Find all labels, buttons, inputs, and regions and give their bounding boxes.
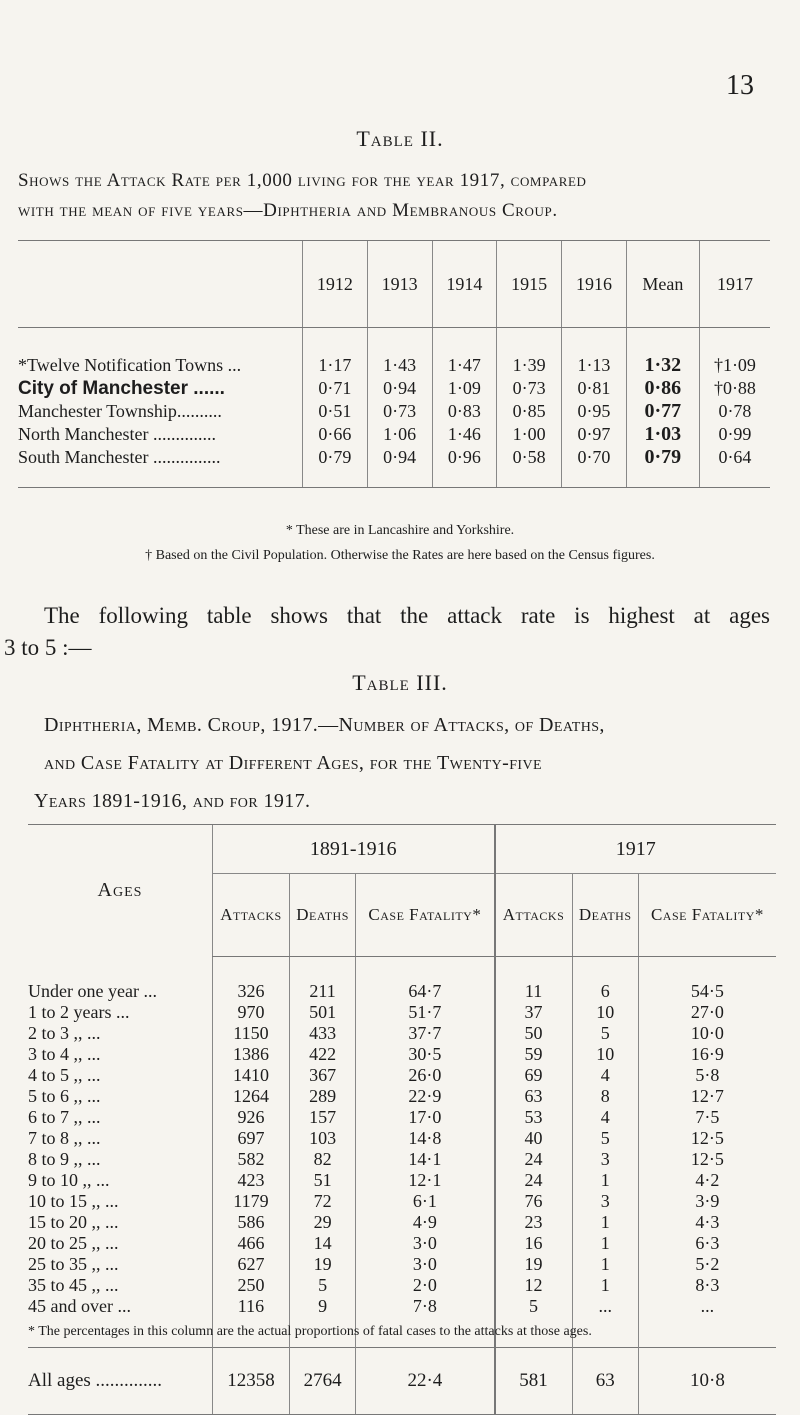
table-row xyxy=(28,1002,776,1023)
cell-c2: ... xyxy=(638,1296,776,1348)
total-c1: 22·4 xyxy=(356,1348,495,1415)
table-row xyxy=(28,1044,776,1065)
cell-c2: 16·9 xyxy=(638,1044,776,1065)
cell-d1: 433 xyxy=(289,1023,355,1044)
cell-d2: 1 xyxy=(572,1212,638,1233)
cell-a1: 627 xyxy=(213,1254,290,1275)
cell: 0·85 xyxy=(497,400,562,423)
cell-d1: 157 xyxy=(289,1107,355,1128)
cell: 0·94 xyxy=(367,377,432,400)
table-row xyxy=(18,328,770,378)
table3-header-ages: Ages xyxy=(28,825,213,957)
cell-d2: 4 xyxy=(572,1107,638,1128)
cell-a1: 1179 xyxy=(213,1191,290,1212)
cell-a1: 1264 xyxy=(213,1086,290,1107)
cell-a1: 466 xyxy=(213,1233,290,1254)
table3-title: Table III. xyxy=(352,670,448,695)
cell-c1: 14·8 xyxy=(356,1128,495,1149)
table-row xyxy=(28,1086,776,1107)
cell-d1: 367 xyxy=(289,1065,355,1086)
cell-c2: 4·3 xyxy=(638,1212,776,1233)
cell: 0·94 xyxy=(367,446,432,488)
age-label: Under one year ... xyxy=(28,980,157,1001)
row-label: City of Manchester ...... xyxy=(18,377,225,399)
cell: 0·73 xyxy=(497,377,562,400)
cell-c1: 26·0 xyxy=(356,1065,495,1086)
paragraph xyxy=(0,600,770,664)
table2-header-1916: 1916 xyxy=(562,241,627,328)
table3-header-case-fatality: Case Fatality* xyxy=(356,874,495,957)
paragraph-line2: 3 to 5 :— xyxy=(4,635,92,660)
table-row xyxy=(28,1254,776,1275)
cell-c2: 6·3 xyxy=(638,1233,776,1254)
age-label: 15 to 20 ,, ... xyxy=(28,1212,119,1232)
table-row xyxy=(28,1107,776,1128)
table2-title: Table II. xyxy=(356,126,444,151)
cell-c2: 10·0 xyxy=(638,1023,776,1044)
cell: 0·66 xyxy=(303,423,368,446)
cell-a1: 970 xyxy=(213,1002,290,1023)
age-label: 3 to 4 ,, ... xyxy=(28,1044,101,1064)
cell-a1: 697 xyxy=(213,1128,290,1149)
table2-header-blank xyxy=(18,241,303,328)
cell-a2: 69 xyxy=(495,1065,573,1086)
cell-d1: 211 xyxy=(289,957,355,1003)
cell: 0·64 xyxy=(699,446,770,488)
age-label: 6 to 7 ,, ... xyxy=(28,1107,101,1127)
cell-d2: 8 xyxy=(572,1086,638,1107)
cell: 0·73 xyxy=(367,400,432,423)
cell: 0·95 xyxy=(562,400,627,423)
cell-d2: 1 xyxy=(572,1233,638,1254)
cell-a1: 1150 xyxy=(213,1023,290,1044)
cell: 1·46 xyxy=(432,423,497,446)
cell-c1: 4·9 xyxy=(356,1212,495,1233)
age-label: 2 to 3 ,, ... xyxy=(28,1023,101,1043)
table3-group-1891-1916: 1891-1916 xyxy=(213,825,495,874)
table3-caption-line2: and Case Fatality at Different Ages, for the Twenty-five xyxy=(44,752,542,774)
table2-header-1913: 1913 xyxy=(367,241,432,328)
cell-d2: 10 xyxy=(572,1044,638,1065)
age-label: 25 to 35 ,, ... xyxy=(28,1254,119,1274)
age-label: 5 to 6 ,, ... xyxy=(28,1086,101,1106)
table-row xyxy=(28,1212,776,1233)
cell-a2: 76 xyxy=(495,1191,573,1212)
total-label: All ages .............. xyxy=(28,1348,213,1415)
cell-a1: 586 xyxy=(213,1212,290,1233)
cell-a2: 40 xyxy=(495,1128,573,1149)
cell: 0·96 xyxy=(432,446,497,488)
table-row xyxy=(28,1170,776,1191)
cell-a1: 250 xyxy=(213,1275,290,1296)
table-row xyxy=(28,1191,776,1212)
cell: 0·81 xyxy=(562,377,627,400)
table-row xyxy=(28,1149,776,1170)
cell-d2: 1 xyxy=(572,1170,638,1191)
cell-c1: 17·0 xyxy=(356,1107,495,1128)
cell-a2: 63 xyxy=(495,1086,573,1107)
table-row xyxy=(18,377,770,400)
table3-caption-line3: Years 1891-1916, and for 1917. xyxy=(34,790,311,812)
table3-header-attacks-1917: Attacks xyxy=(495,874,573,957)
age-label: 35 to 45 ,, ... xyxy=(28,1275,119,1295)
table-row xyxy=(18,400,770,423)
table3-header-case-fatality-1917: Case Fatality* xyxy=(638,874,776,957)
cell-c2: 5·8 xyxy=(638,1065,776,1086)
total-d2: 63 xyxy=(572,1348,638,1415)
cell-c2: 54·5 xyxy=(638,957,776,1003)
cell-d2: 1 xyxy=(572,1254,638,1275)
cell-d2: 5 xyxy=(572,1023,638,1044)
cell-d1: 19 xyxy=(289,1254,355,1275)
cell: †0·88 xyxy=(699,377,770,400)
cell-d2: 6 xyxy=(572,957,638,1003)
cell-a2: 50 xyxy=(495,1023,573,1044)
cell-a1: 326 xyxy=(213,957,290,1003)
age-label: 10 to 15 ,, ... xyxy=(28,1191,119,1211)
cell: †1·09 xyxy=(699,328,770,378)
table2-caption-line1: Shows the Attack Rate per 1,000 living for the year 1917, compared xyxy=(18,170,587,191)
cell-mean: 0·79 xyxy=(626,446,699,488)
total-c2: 10·8 xyxy=(638,1348,776,1415)
cell-c1: 12·1 xyxy=(356,1170,495,1191)
table2-header-1917: 1917 xyxy=(699,241,770,328)
age-label: 4 to 5 ,, ... xyxy=(28,1065,101,1085)
total-row xyxy=(28,1348,776,1415)
cell: 1·00 xyxy=(497,423,562,446)
cell: 1·47 xyxy=(432,328,497,378)
cell-a2: 24 xyxy=(495,1170,573,1191)
cell-a1: 1386 xyxy=(213,1044,290,1065)
table2-header-mean: Mean xyxy=(626,241,699,328)
cell: 0·71 xyxy=(303,377,368,400)
cell-c2: 12·5 xyxy=(638,1128,776,1149)
cell-c1: 64·7 xyxy=(356,957,495,1003)
table3-header-deaths-1917: Deaths xyxy=(572,874,638,957)
table2-header-1915: 1915 xyxy=(497,241,562,328)
row-label: Manchester Township.......... xyxy=(18,401,222,421)
page-number: 13 xyxy=(726,70,754,101)
cell-a2: 24 xyxy=(495,1149,573,1170)
cell-a2: 11 xyxy=(495,957,573,1003)
cell-mean: 1·03 xyxy=(626,423,699,446)
paragraph-line1: The following table shows that the attack rate is highest at ages xyxy=(44,603,770,628)
cell-d2: 3 xyxy=(572,1149,638,1170)
cell-c2: 4·2 xyxy=(638,1170,776,1191)
cell: 0·70 xyxy=(562,446,627,488)
total-a2: 581 xyxy=(495,1348,573,1415)
table-row xyxy=(28,1233,776,1254)
cell-d2: 1 xyxy=(572,1275,638,1296)
cell: 0·99 xyxy=(699,423,770,446)
row-label: North Manchester .............. xyxy=(18,424,216,444)
cell-d1: 51 xyxy=(289,1170,355,1191)
table2-header-1912: 1912 xyxy=(303,241,368,328)
table2-header-1914: 1914 xyxy=(432,241,497,328)
table3-footnote: * The percentages in this column are the actual proportions of fatal cases to the attacks at those ages. xyxy=(28,1324,592,1339)
table-row xyxy=(28,1065,776,1086)
cell-a2: 16 xyxy=(495,1233,573,1254)
cell-c1: 51·7 xyxy=(356,1002,495,1023)
cell-c2: 7·5 xyxy=(638,1107,776,1128)
age-label: 20 to 25 ,, ... xyxy=(28,1233,119,1253)
table-row xyxy=(28,1023,776,1044)
cell: 0·79 xyxy=(303,446,368,488)
cell: 1·43 xyxy=(367,328,432,378)
cell-d2: 10 xyxy=(572,1002,638,1023)
cell-c1: 2·0 xyxy=(356,1275,495,1296)
cell-a1: 582 xyxy=(213,1149,290,1170)
table3-caption xyxy=(34,706,784,820)
cell-a1: 926 xyxy=(213,1107,290,1128)
cell-d2: ... xyxy=(572,1296,638,1348)
table-row xyxy=(28,1128,776,1149)
cell-mean: 1·32 xyxy=(626,328,699,378)
cell: 1·39 xyxy=(497,328,562,378)
cell-d1: 289 xyxy=(289,1086,355,1107)
cell-mean: 0·86 xyxy=(626,377,699,400)
cell-a2: 59 xyxy=(495,1044,573,1065)
age-label: 45 and over ... xyxy=(28,1296,131,1316)
cell: 1·06 xyxy=(367,423,432,446)
table2-caption-line2: with the mean of five years—Diphtheria and Membranous Croup. xyxy=(18,200,558,221)
cell-d1: 82 xyxy=(289,1149,355,1170)
table2 xyxy=(18,240,770,488)
cell-d1: 5 xyxy=(289,1275,355,1296)
cell-a2: 5 xyxy=(495,1296,573,1348)
cell-d1: 103 xyxy=(289,1128,355,1149)
cell: 1·17 xyxy=(303,328,368,378)
total-a1: 12358 xyxy=(213,1348,290,1415)
total-d1: 2764 xyxy=(289,1348,355,1415)
cell-mean: 0·77 xyxy=(626,400,699,423)
cell: 0·58 xyxy=(497,446,562,488)
cell-a1: 116 xyxy=(213,1296,290,1348)
cell-d2: 5 xyxy=(572,1128,638,1149)
cell-a1: 423 xyxy=(213,1170,290,1191)
cell-c2: 12·5 xyxy=(638,1149,776,1170)
age-label: 8 to 9 ,, ... xyxy=(28,1149,101,1169)
table-row xyxy=(18,423,770,446)
cell-c2: 12·7 xyxy=(638,1086,776,1107)
cell-a2: 12 xyxy=(495,1275,573,1296)
cell-a1: 1410 xyxy=(213,1065,290,1086)
table3-group-1917: 1917 xyxy=(495,825,776,874)
cell-d1: 29 xyxy=(289,1212,355,1233)
table2-footnote2: † Based on the Civil Population. Otherwise the Rates are here based on the Census figures. xyxy=(145,548,655,563)
cell: 0·83 xyxy=(432,400,497,423)
cell-d2: 3 xyxy=(572,1191,638,1212)
cell: 0·78 xyxy=(699,400,770,423)
cell: 1·09 xyxy=(432,377,497,400)
cell-d1: 14 xyxy=(289,1233,355,1254)
cell: 0·97 xyxy=(562,423,627,446)
cell-a2: 19 xyxy=(495,1254,573,1275)
cell: 0·51 xyxy=(303,400,368,423)
age-label: 1 to 2 years ... xyxy=(28,1002,130,1022)
table2-footnote1: * These are in Lancashire and Yorkshire. xyxy=(285,523,515,538)
cell-c2: 8·3 xyxy=(638,1275,776,1296)
table2-header-row xyxy=(18,241,770,328)
row-label: South Manchester ............... xyxy=(18,446,303,488)
cell-d1: 72 xyxy=(289,1191,355,1212)
cell-c1: 3·0 xyxy=(356,1233,495,1254)
table3-caption-line1: Diphtheria, Memb. Croup, 1917.—Number of Attacks, of Deaths, xyxy=(44,714,605,736)
cell-d1: 422 xyxy=(289,1044,355,1065)
table3-header-deaths: Deaths xyxy=(289,874,355,957)
cell-d1: 501 xyxy=(289,1002,355,1023)
table-row xyxy=(18,446,770,488)
cell-c1: 30·5 xyxy=(356,1044,495,1065)
age-label: 9 to 10 ,, ... xyxy=(28,1170,110,1190)
row-label: *Twelve Notification Towns ... xyxy=(18,355,242,375)
cell-c1: 14·1 xyxy=(356,1149,495,1170)
cell-c1: 7·8 xyxy=(356,1296,495,1348)
table3-group-row xyxy=(28,825,776,874)
cell-d1: 9 xyxy=(289,1296,355,1348)
cell-c1: 6·1 xyxy=(356,1191,495,1212)
cell-c2: 27·0 xyxy=(638,1002,776,1023)
cell-a2: 23 xyxy=(495,1212,573,1233)
cell-c1: 22·9 xyxy=(356,1086,495,1107)
cell-c2: 5·2 xyxy=(638,1254,776,1275)
table-row xyxy=(28,1275,776,1296)
cell: 1·13 xyxy=(562,328,627,378)
cell-c2: 3·9 xyxy=(638,1191,776,1212)
cell-c1: 37·7 xyxy=(356,1023,495,1044)
age-label: 7 to 8 ,, ... xyxy=(28,1128,101,1148)
cell-d2: 4 xyxy=(572,1065,638,1086)
table-row xyxy=(28,957,776,1003)
table3-header-attacks: Attacks xyxy=(213,874,290,957)
cell-a2: 53 xyxy=(495,1107,573,1128)
cell-c1: 3·0 xyxy=(356,1254,495,1275)
cell-a2: 37 xyxy=(495,1002,573,1023)
